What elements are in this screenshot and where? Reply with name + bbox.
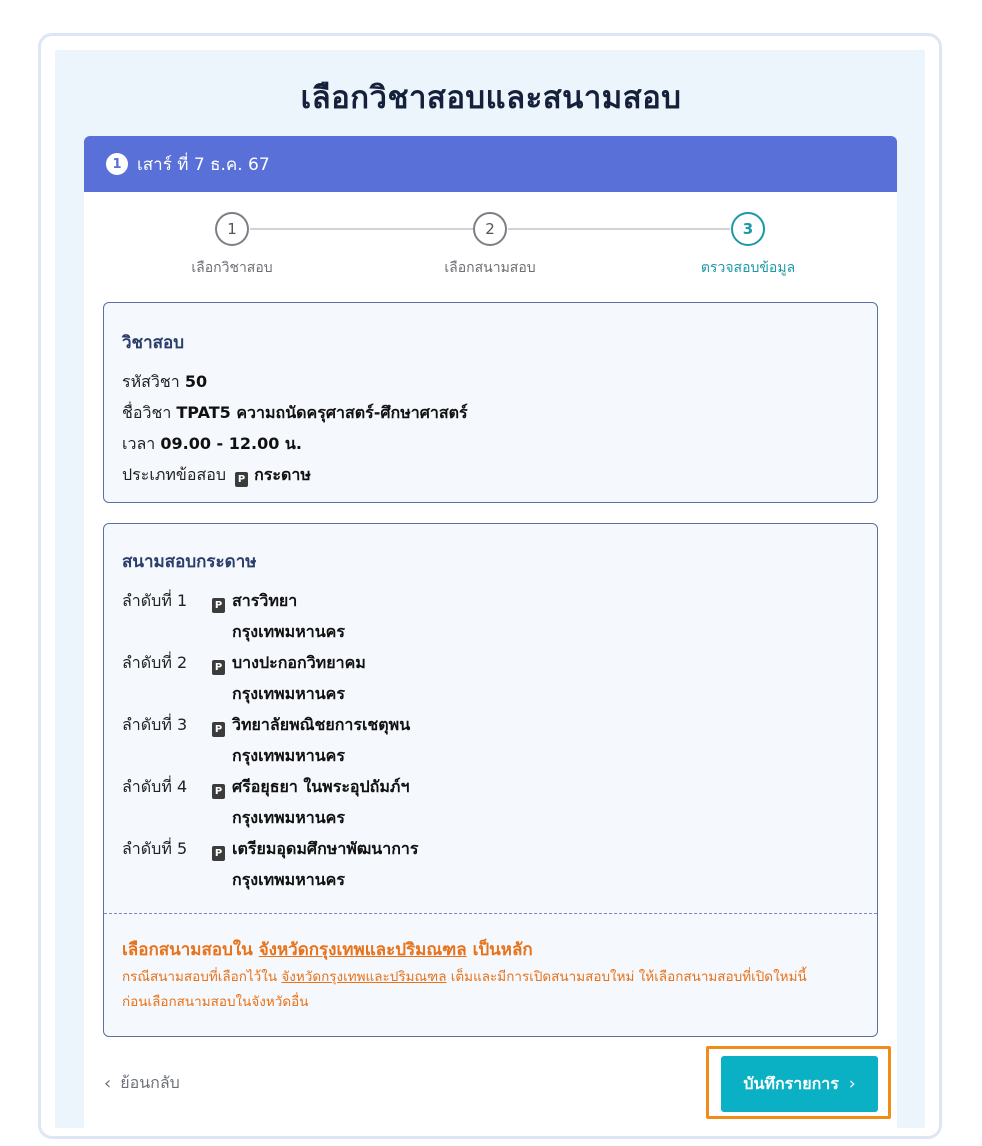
venue-name: ศรีอยุธยา ในพระอุปถัมภ์ฯ <box>232 777 410 796</box>
notice-text-pre: กรณีสนามสอบที่เลือกไว้ใน <box>122 969 278 985</box>
venue-row <box>122 585 859 616</box>
notice-text-line2: ก่อนเลือกสนามสอบในจังหวัดอื่น <box>122 994 309 1010</box>
venue-name: วิทยาลัยพณิชยการเชตุพน <box>232 715 411 734</box>
subject-summary-box <box>103 302 878 503</box>
venue-name: เตรียมอุดมศึกษาพัฒนาการ <box>232 839 419 858</box>
exam-card <box>84 136 897 1136</box>
step-select-venue[interactable] <box>410 212 570 279</box>
subject-code-value: 50 <box>184 372 208 391</box>
step-2-label: เลือกสนามสอบ <box>444 260 536 276</box>
notice-title-post: เป็นหลัก <box>472 940 533 960</box>
exam-date-header <box>84 136 897 192</box>
venue-section-title: สนามสอบกระดาษ <box>122 552 257 572</box>
save-label: บันทึกรายการ <box>743 1073 839 1093</box>
venue-province: กรุงเทพมหานคร <box>232 684 345 703</box>
venue-name: สารวิทยา <box>232 591 298 610</box>
step-2-circle: 2 <box>473 212 507 246</box>
subject-time-label: เวลา <box>122 434 156 453</box>
subject-section-title: วิชาสอบ <box>122 333 185 353</box>
subject-code-label: รหัสวิชา <box>122 372 180 391</box>
notice-title-link[interactable]: จังหวัดกรุงเทพและปริมณฑล <box>258 940 467 960</box>
page-title: เลือกวิชาสอบและสนามสอบ <box>300 80 682 116</box>
venue-province: กรุงเทพมหานคร <box>232 622 345 641</box>
subject-name-line <box>122 397 859 428</box>
venue-order: ลำดับที่ 4 <box>122 777 188 796</box>
paper-venue-icon: P <box>212 784 225 799</box>
paper-venue-icon: P <box>212 722 225 737</box>
back-label: ย้อนกลับ <box>120 1073 180 1092</box>
save-button[interactable] <box>721 1056 878 1112</box>
paper-venue-icon: P <box>212 660 225 675</box>
step-1-label: เลือกวิชาสอบ <box>191 260 273 276</box>
venue-row <box>122 771 859 802</box>
notice-title <box>122 936 862 963</box>
paper-venue-icon: P <box>212 846 225 861</box>
notice-text-link[interactable]: จังหวัดกรุงเทพและปริมณฑล <box>281 969 447 985</box>
venue-province: กรุงเทพมหานคร <box>232 746 345 765</box>
notice-text-post: เต็มและมีการเปิดสนามสอบใหม่ ให้เลือกสนามสอบที่เปิดใหม่นี้ <box>450 969 807 985</box>
venue-name: บางปะกอกวิทยาคม <box>232 653 366 672</box>
venue-order: ลำดับที่ 3 <box>122 715 188 734</box>
paper-exam-icon: P <box>235 472 248 487</box>
chevron-right-icon: › <box>848 1074 856 1094</box>
step-3-label: ตรวจสอบข้อมูล <box>700 260 796 276</box>
paper-venue-icon: P <box>212 598 225 613</box>
venue-order: ลำดับที่ 2 <box>122 653 188 672</box>
chevron-left-icon: ‹ <box>104 1073 112 1094</box>
back-link[interactable] <box>104 1071 180 1096</box>
venue-row <box>122 647 859 678</box>
subject-name-label: ชื่อวิชา <box>122 403 172 422</box>
notice-text <box>122 965 862 1015</box>
venue-row <box>122 709 859 740</box>
step-review[interactable] <box>668 212 828 279</box>
exam-date-label: เสาร์ ที่ 7 ธ.ค. 67 <box>137 154 270 175</box>
subject-type-label: ประเภทข้อสอบ <box>122 465 226 484</box>
venue-province: กรุงเทพมหานคร <box>232 808 345 827</box>
subject-time-line <box>122 428 859 459</box>
subject-type-value: กระดาษ <box>254 465 311 484</box>
step-1-circle: 1 <box>215 212 249 246</box>
venue-order: ลำดับที่ 5 <box>122 839 188 858</box>
venue-summary-box <box>103 523 878 1037</box>
venue-notice <box>122 936 862 1015</box>
step-select-subject[interactable] <box>152 212 312 279</box>
venue-row <box>122 833 859 864</box>
notice-title-pre: เลือกสนามสอบใน <box>122 940 253 960</box>
venue-list <box>104 524 877 914</box>
step-3-circle: 3 <box>731 212 765 246</box>
day-number-badge: 1 <box>106 153 128 175</box>
subject-code-line <box>122 366 859 397</box>
subject-name-value: TPAT5 ความถนัดครุศาสตร์-ศึกษาศาสตร์ <box>176 403 468 422</box>
venue-province: กรุงเทพมหานคร <box>232 870 345 889</box>
subject-time-value: 09.00 - 12.00 น. <box>160 434 302 453</box>
subject-type-line <box>122 459 859 490</box>
dashed-divider <box>104 913 877 914</box>
venue-order: ลำดับที่ 1 <box>122 591 188 610</box>
progress-stepper <box>84 212 897 282</box>
